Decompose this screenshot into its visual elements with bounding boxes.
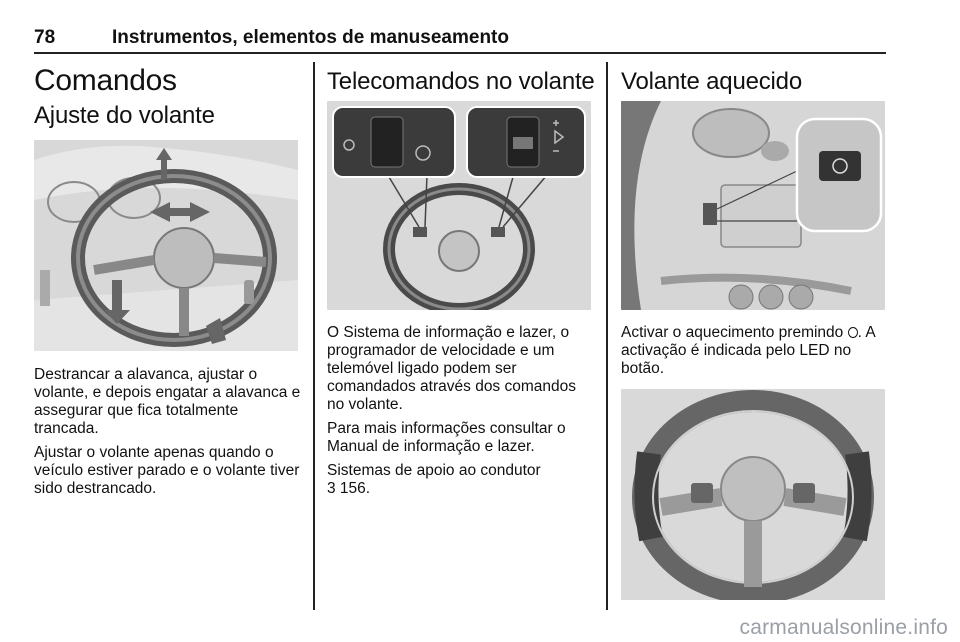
- column-divider: [313, 62, 315, 610]
- paragraph: Destrancar a alavanca, ajustar o volante, e depois engatar a alavanca e assegurar que fica totalmente trancada.: [34, 366, 301, 437]
- watermark: carmanualsonline.info: [739, 616, 948, 639]
- column-steering-adjust: [34, 58, 302, 130]
- header-rule: [34, 52, 886, 54]
- section-title: Comandos: [34, 64, 177, 97]
- paragraph: Sistemas de apoio ao condutor: [327, 462, 541, 479]
- column-divider: [606, 62, 608, 610]
- column2-text: [327, 324, 591, 504]
- subsection-title: Telecomandos no volante: [327, 68, 595, 95]
- heated-wheel-figure: [621, 389, 885, 600]
- remote-controls-figure: [327, 101, 591, 310]
- running-title: Instrumentos, elementos de manuseamento: [112, 27, 509, 48]
- paragraph: O Sistema de informação e lazer, o programador de velocidade e um telemóvel ligado podem ser comandados através dos comandos no volante.: [327, 324, 577, 413]
- page-reference: 3 156.: [327, 480, 371, 497]
- heated-wheel-location-figure: [621, 101, 885, 310]
- heated-steering-wheel-icon: [848, 327, 858, 338]
- paragraph: Ajustar o volante apenas quando o veículo estiver parado e o volante tiver sido destrancado.: [34, 444, 300, 497]
- subsection-title: Ajuste do volante: [34, 102, 215, 129]
- page-header: [34, 27, 886, 51]
- paragraph: Activar o aquecimento premindo . A activação é indicada pelo LED no botão.: [621, 324, 875, 377]
- steering-adjust-figure: [34, 140, 298, 351]
- subsection-title: Volante aquecido: [621, 68, 802, 95]
- page-number: 78: [34, 27, 56, 48]
- paragraph: Para mais informações consultar o Manual de informação e lazer.: [327, 420, 566, 455]
- column1-text: [34, 366, 302, 504]
- column3-text: [621, 324, 887, 384]
